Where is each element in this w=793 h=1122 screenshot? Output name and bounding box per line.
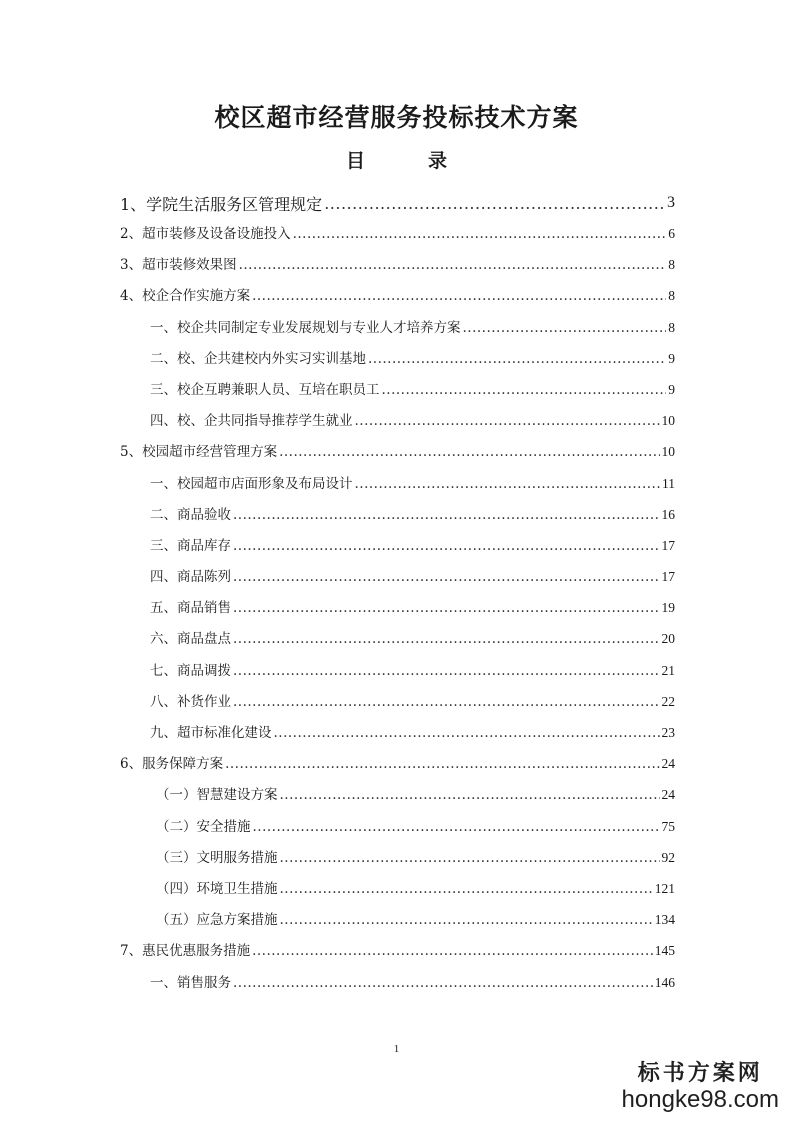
- toc-entry-label: （五）应急方案措施: [156, 912, 278, 929]
- toc-entry-page: 121: [654, 880, 675, 896]
- toc-dot-leader: [293, 226, 667, 242]
- toc-entry[interactable]: [120, 659, 675, 690]
- toc-dot-leader: [233, 600, 660, 616]
- toc-dot-leader: [274, 725, 660, 741]
- toc-entry-page: 21: [661, 662, 675, 678]
- toc-entry-label: 2、超市装修及设备设施投入: [120, 226, 291, 242]
- toc-entry[interactable]: [120, 440, 675, 471]
- toc-dot-leader: [280, 850, 660, 866]
- toc-dot-leader: [324, 194, 665, 213]
- toc-dot-leader: [233, 663, 660, 679]
- toc-entry-page: 20: [661, 631, 675, 647]
- toc-entry-page: 23: [661, 725, 675, 740]
- toc-entry-label: 七、商品调拨: [150, 662, 231, 679]
- toc-entry[interactable]: [120, 815, 675, 846]
- toc-entry-label: 6、服务保障方案: [120, 756, 224, 773]
- toc-entry-label: 一、校企共同制定专业发展规划与专业人才培养方案: [150, 319, 461, 336]
- toc-dot-leader: [252, 288, 666, 304]
- toc-entry-page: 17: [661, 537, 675, 553]
- toc-entry[interactable]: [120, 690, 675, 721]
- toc-entry-page: 19: [661, 600, 675, 616]
- toc-entry[interactable]: [120, 253, 675, 284]
- toc-entry-label: 九、超市标准化建设: [150, 725, 272, 741]
- toc-entry[interactable]: [120, 783, 675, 814]
- toc-entry[interactable]: [120, 222, 675, 253]
- toc-entry[interactable]: [120, 877, 675, 908]
- watermark-chinese-text: 标书方案网: [637, 1060, 763, 1086]
- toc-entry-page: 134: [654, 912, 675, 928]
- toc-heading: 目 录: [345, 150, 469, 172]
- toc-entry-page: 9: [668, 350, 675, 366]
- toc-entry[interactable]: [120, 284, 675, 315]
- toc-entry[interactable]: [120, 472, 675, 503]
- toc-entry-label: 1、学院生活服务区管理规定: [120, 194, 323, 214]
- toc-entry-label: 二、校、企共建校内外实习实训基地: [150, 350, 366, 367]
- toc-entry-label: 5、校园超市经营管理方案: [120, 444, 278, 461]
- toc-entry-label: 六、商品盘点: [150, 631, 231, 648]
- toc-entry-label: 四、校、企共同指导推荐学生就业: [150, 413, 353, 430]
- toc-entry[interactable]: [120, 939, 675, 970]
- toc-entry[interactable]: [120, 409, 675, 440]
- toc-entry-page: 6: [668, 226, 675, 241]
- toc-entry[interactable]: [120, 971, 675, 1002]
- toc-entry-page: 3: [667, 194, 675, 211]
- toc-entry-page: 8: [668, 319, 675, 335]
- toc-entry-page: 10: [661, 413, 675, 429]
- toc-dot-leader: [253, 819, 660, 835]
- toc-entry[interactable]: [120, 316, 675, 347]
- toc-entry-page: 16: [661, 506, 675, 522]
- toc-entry[interactable]: [120, 721, 675, 752]
- toc-entry[interactable]: [120, 752, 675, 783]
- toc-entry-label: 三、校企互聘兼职人员、互培在职员工: [150, 381, 380, 398]
- toc-dot-leader: [463, 320, 667, 336]
- toc-entry-page: 9: [668, 381, 675, 397]
- toc-entry[interactable]: [120, 627, 675, 658]
- toc-entry[interactable]: [120, 565, 675, 596]
- toc-entry-page: 92: [661, 849, 675, 865]
- toc-dot-leader: [279, 444, 659, 460]
- toc-dot-leader: [233, 538, 660, 554]
- toc-dot-leader: [355, 413, 660, 429]
- toc-entry-label: （四）环境卫生措施: [156, 880, 278, 897]
- toc-dot-leader: [368, 351, 666, 367]
- watermark: [622, 1060, 779, 1114]
- document-title: 校区超市经营服务投标技术方案: [214, 103, 579, 132]
- toc-dot-leader: [233, 694, 660, 710]
- watermark-domain-text: hongke98.com: [621, 1086, 779, 1113]
- toc-entry-label: 三、商品库存: [150, 537, 231, 554]
- toc-entry-label: 3、超市装修效果图: [120, 257, 237, 274]
- toc-entry-page: 11: [662, 475, 675, 491]
- toc-entry-page: 8: [668, 257, 675, 273]
- toc-entry-page: 17: [661, 569, 675, 585]
- toc-entry-label: 二、商品验收: [150, 506, 231, 523]
- toc-dot-leader: [382, 382, 667, 398]
- page-number: 1: [393, 1043, 400, 1055]
- toc-entry-label: 7、惠民优惠服务措施: [120, 943, 251, 960]
- table-of-contents: [120, 184, 675, 1002]
- toc-dot-leader: [355, 476, 661, 492]
- toc-dot-leader: [239, 257, 667, 273]
- toc-entry[interactable]: [120, 596, 675, 627]
- toc-entry-label: 五、商品销售: [150, 600, 231, 617]
- toc-entry[interactable]: [120, 534, 675, 565]
- toc-entry-page: 8: [668, 288, 675, 304]
- toc-dot-leader: [280, 787, 660, 803]
- toc-entry-page: 146: [654, 974, 675, 990]
- toc-entry-page: 75: [661, 818, 675, 834]
- toc-entry-label: 四、商品陈列: [150, 569, 231, 586]
- toc-entry-label: 一、销售服务: [150, 974, 231, 991]
- toc-entry-label: （一）智慧建设方案: [156, 787, 278, 804]
- toc-dot-leader: [233, 631, 660, 647]
- toc-entry-page: 24: [661, 756, 675, 772]
- toc-entry[interactable]: [120, 908, 675, 939]
- toc-entry-label: （三）文明服务措施: [156, 849, 278, 866]
- toc-entry[interactable]: [120, 184, 675, 222]
- toc-dot-leader: [225, 756, 659, 772]
- toc-entry-label: 一、校园超市店面形象及布局设计: [150, 475, 353, 492]
- toc-entry-label: 八、补货作业: [150, 693, 231, 710]
- toc-entry-page: 10: [661, 444, 675, 460]
- toc-entry-page: 24: [661, 787, 675, 803]
- toc-entry[interactable]: [120, 846, 675, 877]
- toc-dot-leader: [233, 975, 653, 991]
- toc-entry-page: 145: [654, 943, 675, 959]
- toc-entry-label: 4、校企合作实施方案: [120, 288, 251, 305]
- toc-entry[interactable]: [120, 503, 675, 534]
- toc-dot-leader: [233, 507, 660, 523]
- toc-dot-leader: [280, 881, 653, 897]
- toc-entry[interactable]: [120, 347, 675, 378]
- toc-entry-page: 22: [661, 693, 675, 709]
- toc-entry[interactable]: [120, 378, 675, 409]
- toc-dot-leader: [252, 943, 653, 959]
- toc-dot-leader: [280, 912, 653, 928]
- toc-dot-leader: [233, 569, 660, 585]
- toc-entry-label: （二）安全措施: [156, 818, 251, 835]
